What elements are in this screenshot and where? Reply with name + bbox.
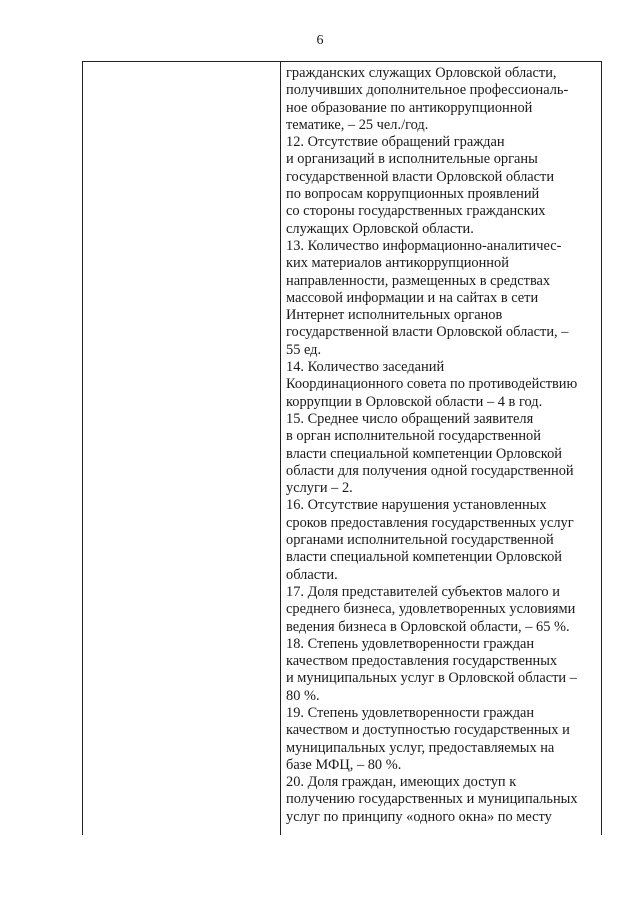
text-line: 16. Отсутствие нарушения установленных — [286, 497, 547, 514]
text-line: служащих Орловской области. — [286, 220, 474, 237]
text-line: Интернет исполнительных органов — [286, 307, 503, 324]
text-line: гражданских служащих Орловской области, — [286, 65, 557, 81]
text-line: со стороны государственных гражданских — [286, 203, 546, 220]
text-line: услуги – 2. — [286, 480, 353, 497]
column-divider — [280, 62, 281, 835]
text-line: тематике, – 25 чел./год. — [286, 116, 429, 133]
text-line: государственной власти Орловской области, – — [286, 324, 569, 341]
text-line: качеством предоставления государственных — [286, 653, 558, 670]
text-line: ведения бизнеса в Орловской области, – 65 %. — [286, 618, 570, 635]
text-line: сроков предоставления государственных услуг — [286, 514, 574, 531]
text-line: 80 %. — [286, 687, 320, 704]
text-line: базе МФЦ, – 80 %. — [286, 756, 402, 773]
text-line: 19. Степень удовлетворенности граждан — [286, 704, 535, 721]
text-line: муниципальных услуг, предоставляемых на — [286, 739, 555, 756]
text-line: коррупции в Орловской области – 4 в год. — [286, 393, 543, 410]
text-line: получивших дополнительное профессиональ- — [286, 82, 569, 99]
text-line: по вопросам коррупционных проявлений — [286, 186, 540, 203]
text-line: среднего бизнеса, удовлетворенных условиями — [286, 601, 576, 618]
text-line: 15. Среднее число обращений заявителя — [286, 410, 534, 427]
text-line: власти специальной компетенции Орловской — [286, 549, 562, 566]
text-line: 55 ед. — [286, 341, 322, 358]
text-line: массовой информации и на сайтах в сети — [286, 289, 539, 306]
text-line: ное образование по антикоррупционной — [286, 99, 533, 116]
text-line: государственной власти Орловской области — [286, 168, 555, 185]
text-line: и муниципальных услуг в Орловской области – — [286, 670, 577, 687]
text-line: услуг по принципу «одного окна» по месту — [286, 808, 552, 825]
text-line: власти специальной компетенции Орловской — [286, 445, 562, 462]
right-cell-text — [286, 65, 598, 826]
text-line: 14. Количество заседаний — [286, 359, 445, 376]
text-line: в орган исполнительной государственной — [286, 428, 541, 445]
text-line: получению государственных и муниципальных — [286, 791, 578, 808]
text-line: 18. Степень удовлетворенности граждан — [286, 635, 535, 652]
text-line: 20. Доля граждан, имеющих доступ к — [286, 774, 517, 791]
text-line: 13. Количество информационно-аналитичес- — [286, 237, 562, 254]
text-line: качеством и доступностью государственных и — [286, 722, 570, 739]
text-line: области. — [286, 566, 338, 583]
text-line: Координационного совета по противодействию — [286, 376, 578, 393]
text-line: и организаций в исполнительные органы — [286, 151, 538, 168]
page-number: 6 — [316, 33, 324, 48]
text-line: органами исполнительной государственной — [286, 532, 554, 549]
text-line: ких материалов антикоррупционной — [286, 255, 509, 272]
text-line: области для получения одной государственной — [286, 462, 574, 479]
document-table — [82, 61, 602, 835]
text-line: направленности, размещенных в средствах — [286, 272, 551, 289]
text-line: 17. Доля представителей субъектов малого и — [286, 583, 560, 600]
text-line: 12. Отсутствие обращений граждан — [286, 134, 505, 151]
